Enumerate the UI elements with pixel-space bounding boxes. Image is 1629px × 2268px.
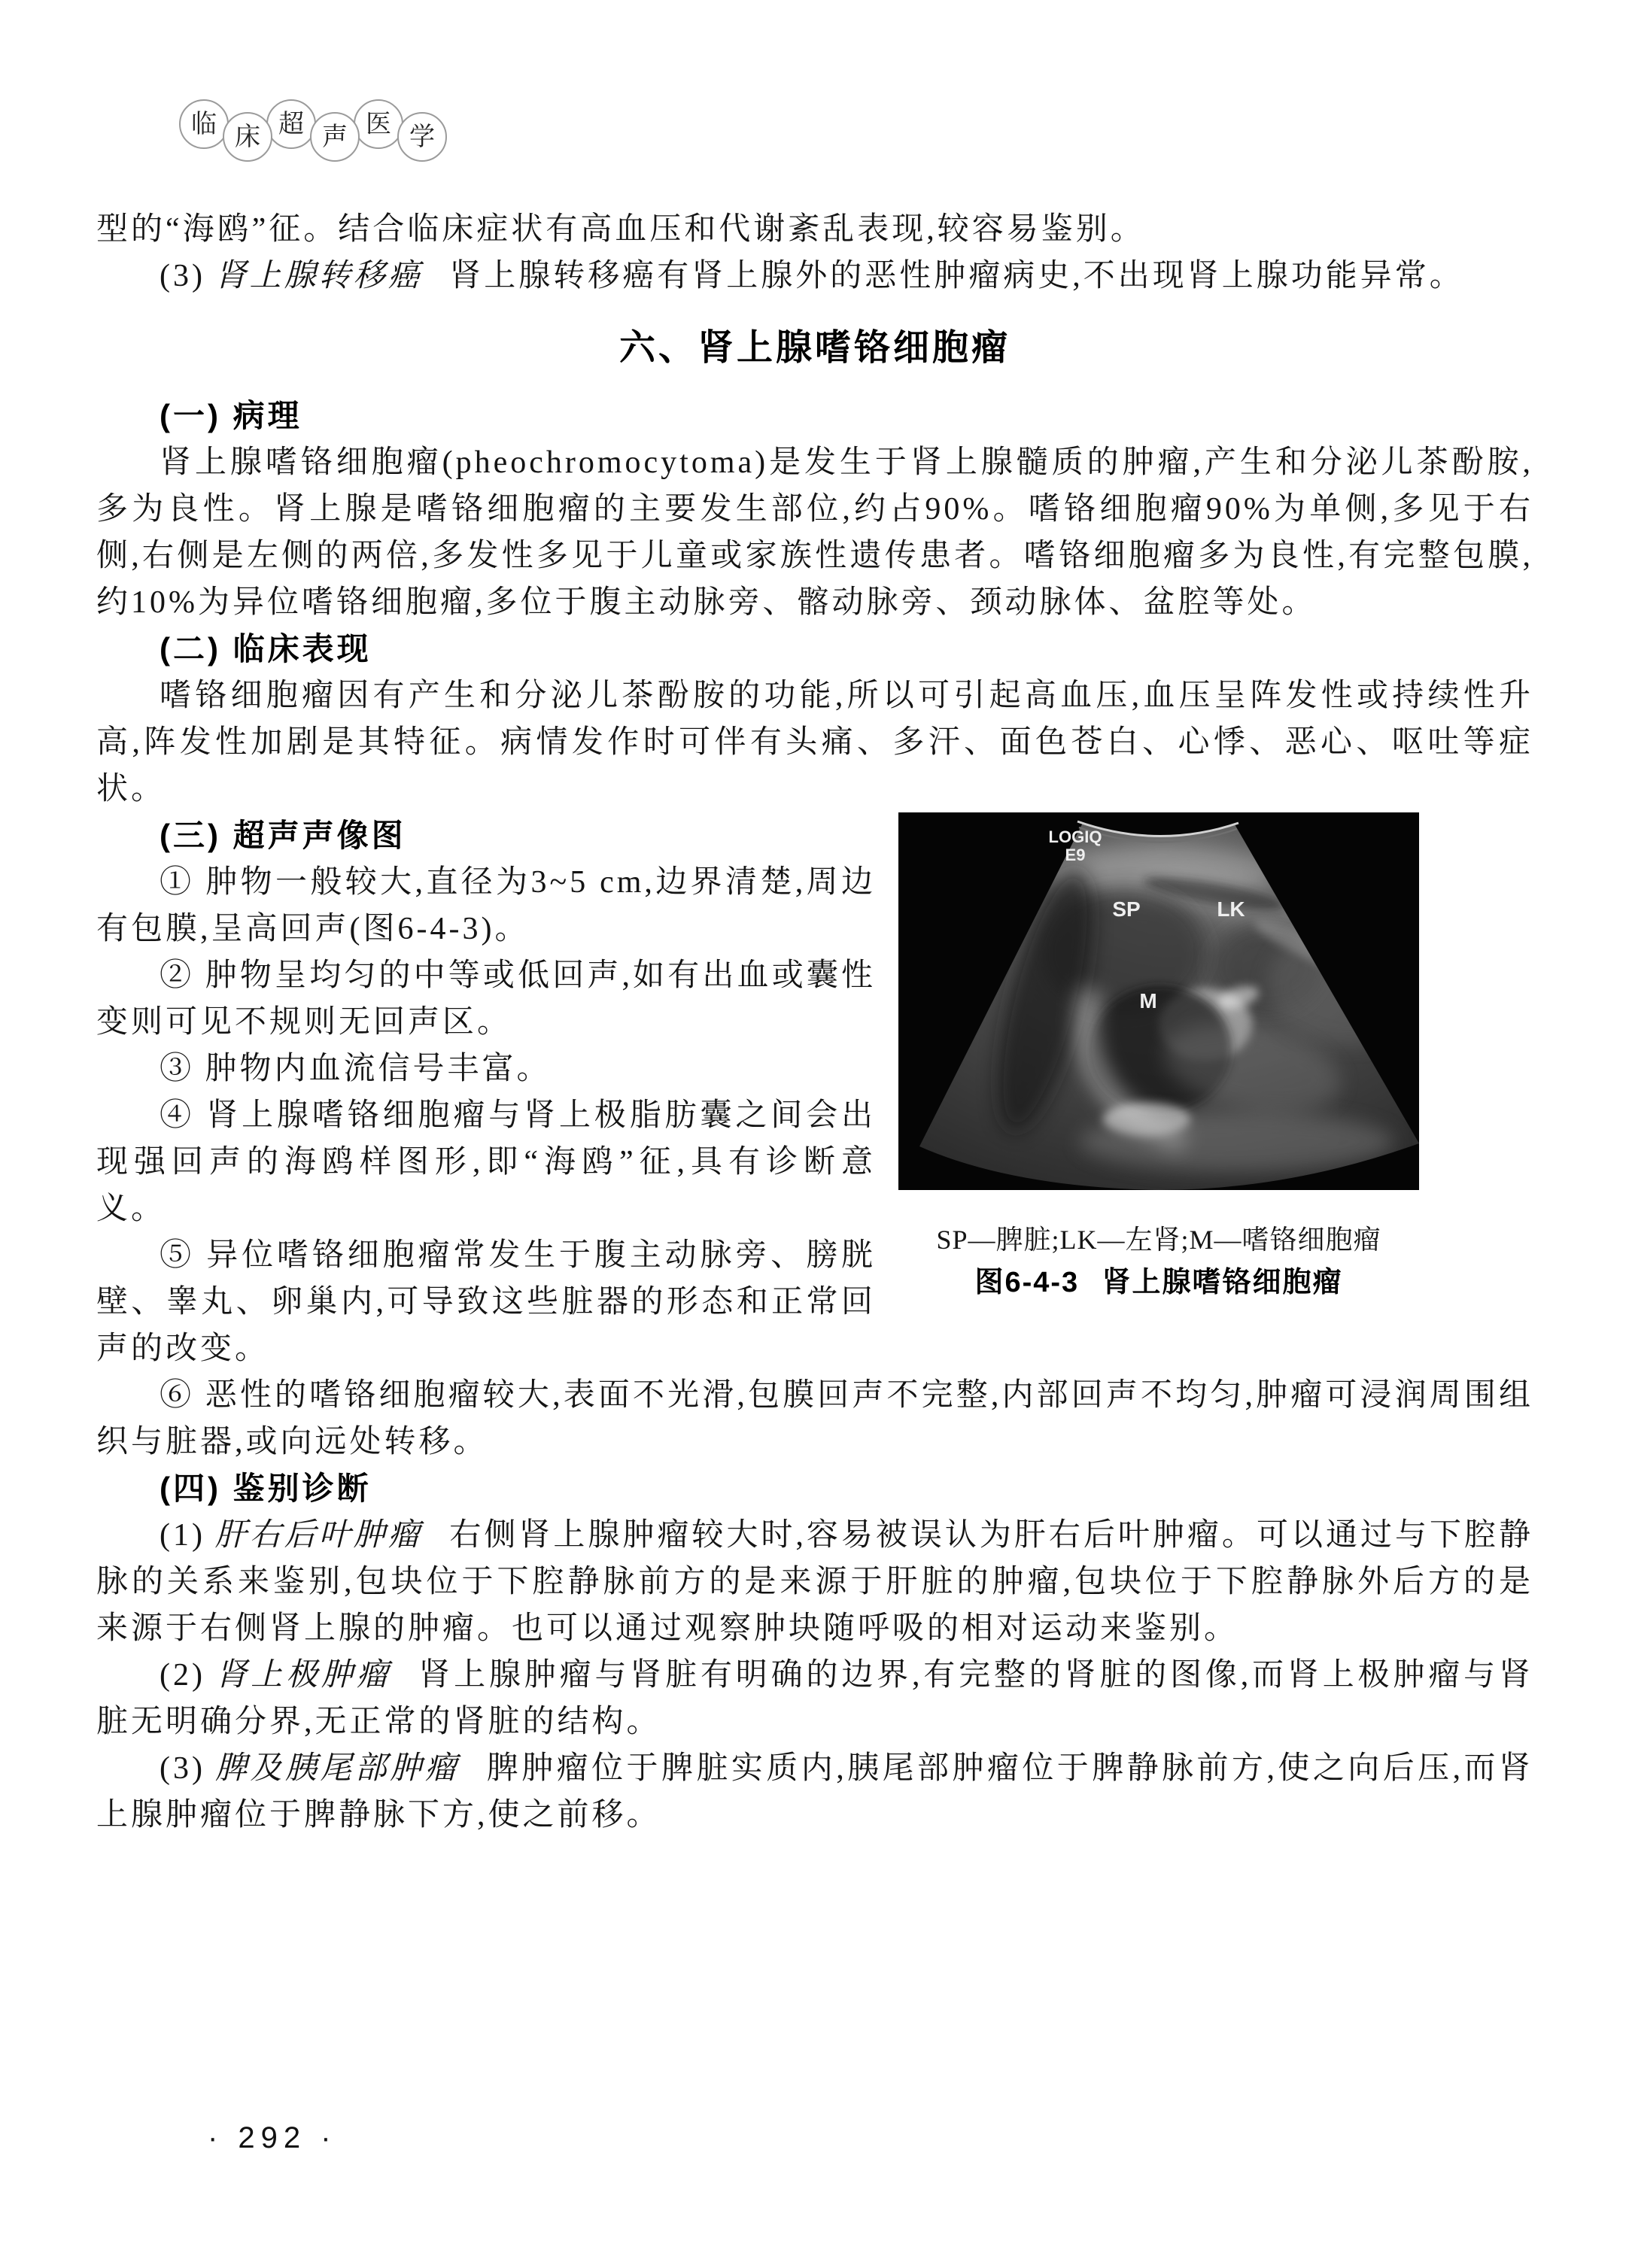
paragraph-text: 脾肿瘤位于脾脏实质内,胰尾部肿瘤位于脾静脉前方,使之向后压,而肾上腺肿瘤位于脾静脉下方,使之前移。 <box>96 1751 1533 1832</box>
differential-item-2 <box>96 1652 1533 1745</box>
ultrasound-item-1: ① 肿物一般较大,直径为3~5 cm,边界清楚,周边有包膜,呈高回声(图6-4-3)。 <box>96 865 876 946</box>
machine-label-e9: E9 <box>1065 846 1086 864</box>
paragraph-text: 右侧肾上腺肿瘤较大时,容易被误认为肝右后叶肿瘤。可以通过与下腔静脉的关系来鉴别,包块位于下腔静脉前方的是来源于肝脏的肿瘤,包块位于下腔静脉外后方的是来源于右侧肾上腺的肿瘤。也可以通过观察肿块随呼吸的相对运动来鉴别。 <box>96 1518 1533 1646</box>
ultrasound-section <box>96 812 1533 1465</box>
ultrasound-item-2: ② 肿物呈均匀的中等或低回声,如有出血或囊性变则可见不规则无回声区。 <box>96 958 876 1040</box>
book-logo <box>179 99 447 167</box>
subsection-heading-pathology: (一) 病理 <box>160 398 302 433</box>
figure-title: 肾上腺嗜铬细胞瘤 <box>1102 1267 1343 1298</box>
label-spleen: SP <box>1112 897 1141 921</box>
logo-char-circle: 医 <box>354 99 403 149</box>
ultrasound-item-3: ③ 肿物内血流信号丰富。 <box>160 1052 552 1086</box>
list-number: (2) <box>160 1658 205 1693</box>
paragraph-pathology: 肾上腺嗜铬细胞瘤(pheochromocytoma)是发生于肾上腺髓质的肿瘤,产生和分泌儿茶酚胺,多为良性。肾上腺是嗜铬细胞瘤的主要发生部位,约占90%。嗜铬细胞瘤90%为单侧,多见于右侧,右侧是左侧的两倍,多发性多见于儿童或家族性遗传患者。嗜铬细胞瘤多为良性,有完整包膜,约10%为异位嗜铬细胞瘤,多位于腹主动脉旁、髂动脉旁、颈动脉体、盆腔等处。 <box>96 445 1533 620</box>
ultrasound-item-4: ④ 肾上腺嗜铬细胞瘤与肾上极脂肪囊之间会出现强回声的海鸥样图形,即“海鸥”征,具有诊断意义。 <box>96 1098 876 1226</box>
section-title: 六、肾上腺嗜铬细胞瘤 <box>618 328 1011 368</box>
figure-legend: SP—脾脏;LK—左肾;M—嗜铬细胞瘤 <box>936 1225 1381 1255</box>
paragraph-adrenal-metastasis <box>96 253 1533 299</box>
list-number: (1) <box>160 1518 205 1553</box>
logo-char-circle: 床 <box>223 112 272 162</box>
term-label: 肾上极肿瘤 <box>214 1658 392 1693</box>
figure-6-4-3 <box>898 812 1419 1304</box>
figure-title-line <box>898 1261 1419 1304</box>
logo-char-circle: 超 <box>266 99 316 149</box>
subsection-heading-clinical: (二) 临床表现 <box>160 631 372 666</box>
term-label: 脾及胰尾部肿瘤 <box>214 1751 460 1786</box>
paragraph-text: 肾上腺转移癌有肾上腺外的恶性肿瘤病史,不出现肾上腺功能异常。 <box>449 259 1464 293</box>
term-label: 肝右后叶肿瘤 <box>214 1518 423 1553</box>
label-left-kidney: LK <box>1217 897 1245 921</box>
page-number: · 292 · <box>208 2121 337 2154</box>
ultrasound-item-6: ⑥ 恶性的嗜铬细胞瘤较大,表面不光滑,包膜回声不完整,内部回声不均匀,肿瘤可浸润周围组织与脏器,或向远处转移。 <box>96 1378 1533 1459</box>
subsection-heading-differential: (四) 鉴别诊断 <box>160 1471 372 1506</box>
logo-char-circle: 学 <box>397 112 447 162</box>
label-mass: M <box>1139 989 1157 1013</box>
ultrasound-item-5: ⑤ 异位嗜铬细胞瘤常发生于腹主动脉旁、膀胱壁、睾丸、卵巢内,可导致这些脏器的形态和正常回声的改变。 <box>96 1238 876 1366</box>
paragraph-text: 肾上腺肿瘤与肾脏有明确的边界,有完整的肾脏的图像,而肾上极肿瘤与肾脏无明确分界,无正常的肾脏的结构。 <box>96 1658 1533 1739</box>
paragraph-continuation: 型的“海鸥”征。结合临床症状有高血压和代谢紊乱表现,较容易鉴别。 <box>96 212 1145 247</box>
list-number: (3) <box>160 259 205 293</box>
term-label: 肾上腺转移癌 <box>214 259 423 293</box>
paragraph-clinical: 嗜铬细胞瘤因有产生和分泌儿茶酚胺的功能,所以可引起高血压,血压呈阵发性或持续性升高,阵发性加剧是其特征。病情发作时可伴有头痛、多汗、面色苍白、心悸、恶心、呕吐等症状。 <box>96 679 1533 806</box>
differential-item-3 <box>96 1745 1533 1838</box>
list-number: (3) <box>160 1751 205 1786</box>
ultrasound-image <box>898 812 1419 1190</box>
logo-char-circle: 临 <box>179 99 229 149</box>
machine-label-logiq: LOGIQ <box>1048 827 1102 846</box>
page-content <box>96 206 1533 1838</box>
subsection-heading-ultrasound: (三) 超声声像图 <box>160 818 406 853</box>
differential-item-1 <box>96 1512 1533 1652</box>
figure-caption <box>898 1219 1419 1304</box>
figure-number: 图6-4-3 <box>974 1267 1080 1298</box>
logo-char-circle: 声 <box>310 112 360 162</box>
